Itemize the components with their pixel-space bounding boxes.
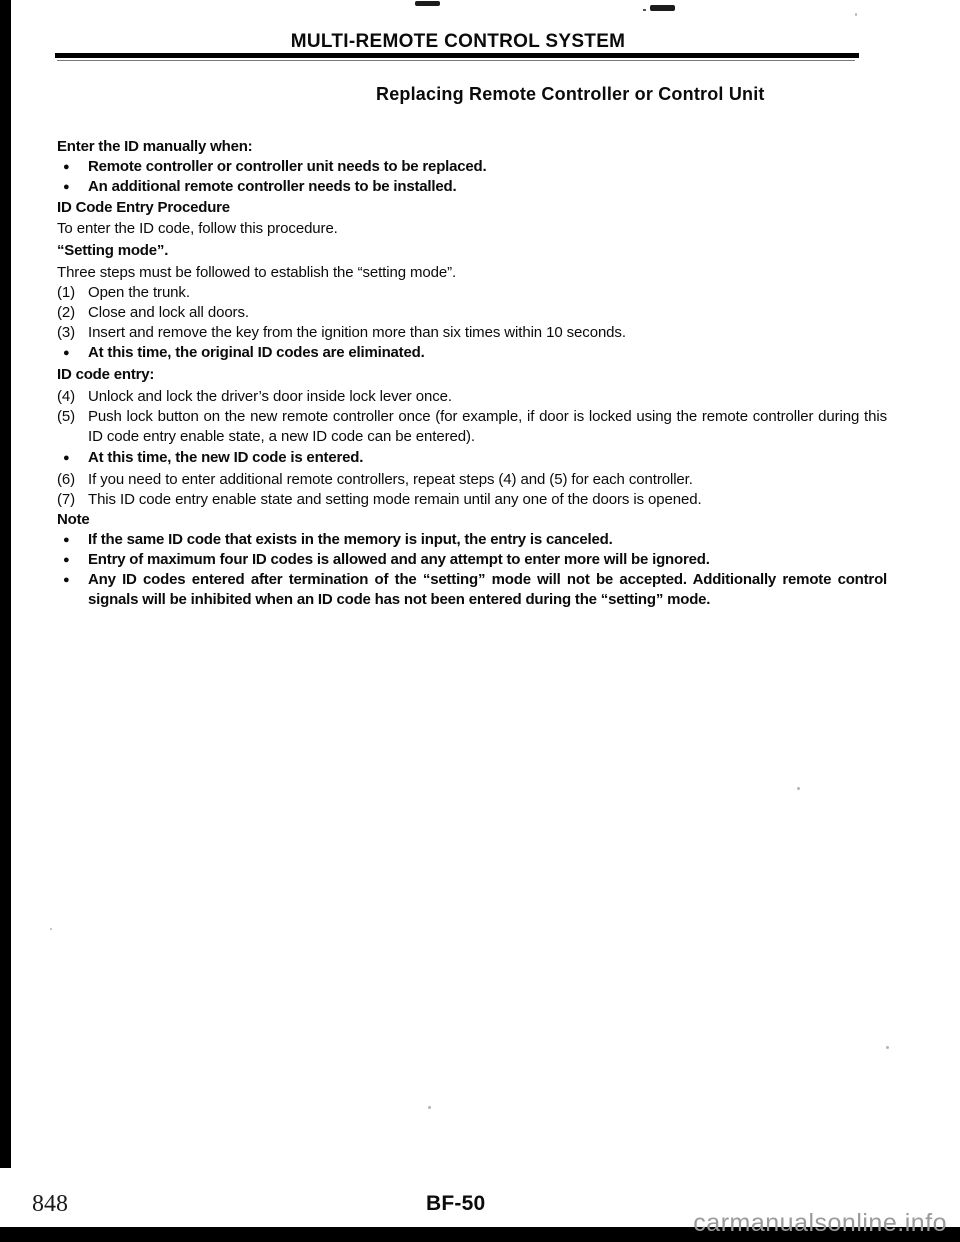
entry-heading: ID code entry: (57, 366, 155, 383)
scan-speck (886, 1046, 889, 1049)
section-title: MULTI-REMOTE CONTROL SYSTEM (290, 31, 626, 52)
manual-entry-bullet (57, 177, 887, 197)
bullet-icon: ● (63, 181, 70, 193)
step-text: Close and lock all doors. (88, 304, 249, 321)
note-bullet (57, 530, 887, 550)
bullet-text: Remote controller or controller unit needs to be replaced. (88, 158, 487, 175)
manual-entry-bullet (57, 157, 887, 177)
note-heading: Note (57, 511, 90, 528)
step-number: (2) (57, 304, 76, 321)
setting-mode-heading: “Setting mode”. (57, 242, 169, 259)
procedure-intro: To enter the ID code, follow this procedure. (57, 220, 338, 237)
step-number: (4) (57, 388, 76, 405)
bullet-text: At this time, the original ID codes are eliminated. (88, 344, 425, 361)
setting-note-bullet (57, 343, 887, 363)
scan-mark-dot (643, 9, 646, 11)
procedure-step (57, 407, 887, 447)
body-text (57, 133, 887, 610)
step-number: (5) (57, 408, 76, 425)
bullet-text: An additional remote controller needs to be installed. (88, 178, 457, 195)
scan-speck (855, 13, 857, 16)
procedure-step (57, 283, 887, 303)
step-text: Insert and remove the key from the ignition more than six times within 10 seconds. (88, 324, 626, 341)
bullet-text: Any ID codes entered after termination of the “setting” mode will not be accepted. Additionally remote control signals will be inhibited when an ID code has not been entered during the “setting” mode. (88, 571, 887, 608)
bullet-text: If the same ID code that exists in the memory is input, the entry is canceled. (88, 531, 613, 548)
procedure-step (57, 303, 887, 323)
note-bullet (57, 550, 887, 570)
bullet-icon: ● (63, 161, 70, 173)
bullet-icon: ● (63, 347, 70, 359)
bullet-text: Entry of maximum four ID codes is allowed and any attempt to enter more will be ignored. (88, 551, 710, 568)
scan-edge-bar-left (0, 0, 11, 1168)
scan-speck (428, 1106, 431, 1109)
step-number: (6) (57, 471, 76, 488)
procedure-step (57, 490, 887, 510)
header-rule-shadow (57, 60, 855, 61)
entry-note-bullet (57, 448, 887, 468)
watermark: carmanualsonline.info (693, 1209, 947, 1237)
page-title: Replacing Remote Controller or Control Unit (376, 84, 765, 104)
scan-speck (50, 928, 52, 930)
step-text: Open the trunk. (88, 284, 190, 301)
setting-mode-intro: Three steps must be followed to establish the “setting mode”. (57, 264, 457, 281)
bullet-text: At this time, the new ID code is entered. (88, 449, 364, 466)
step-text: Push lock button on the new remote controller once (for example, if door is locked using the remote controller during this ID code entry enable state, a new ID code can be entered). (88, 408, 887, 445)
bullet-icon: ● (63, 554, 70, 566)
bullet-icon: ● (63, 574, 70, 586)
step-number: (1) (57, 284, 76, 301)
step-text: If you need to enter additional remote controllers, repeat steps (4) and (5) for each controller. (88, 471, 693, 488)
manual-entry-heading: Enter the ID manually when: (57, 138, 253, 155)
note-bullet (57, 570, 887, 610)
bullet-icon: ● (63, 452, 70, 464)
procedure-step (57, 323, 887, 343)
step-text: This ID code entry enable state and setting mode remain until any one of the doors is opened. (88, 491, 702, 508)
header-rule (55, 53, 859, 58)
step-number: (7) (57, 491, 76, 508)
scan-speck (797, 787, 800, 790)
step-text: Unlock and lock the driver’s door inside lock lever once. (88, 388, 452, 405)
step-number: (3) (57, 324, 76, 341)
page-number: 848 (32, 1191, 68, 1217)
procedure-heading: ID Code Entry Procedure (57, 199, 230, 216)
scan-mark-dash (415, 1, 440, 6)
footer-section-page: BF-50 (426, 1192, 486, 1215)
procedure-step (57, 387, 887, 407)
scan-mark-dash (650, 5, 675, 11)
bullet-icon: ● (63, 534, 70, 546)
procedure-step (57, 470, 887, 490)
